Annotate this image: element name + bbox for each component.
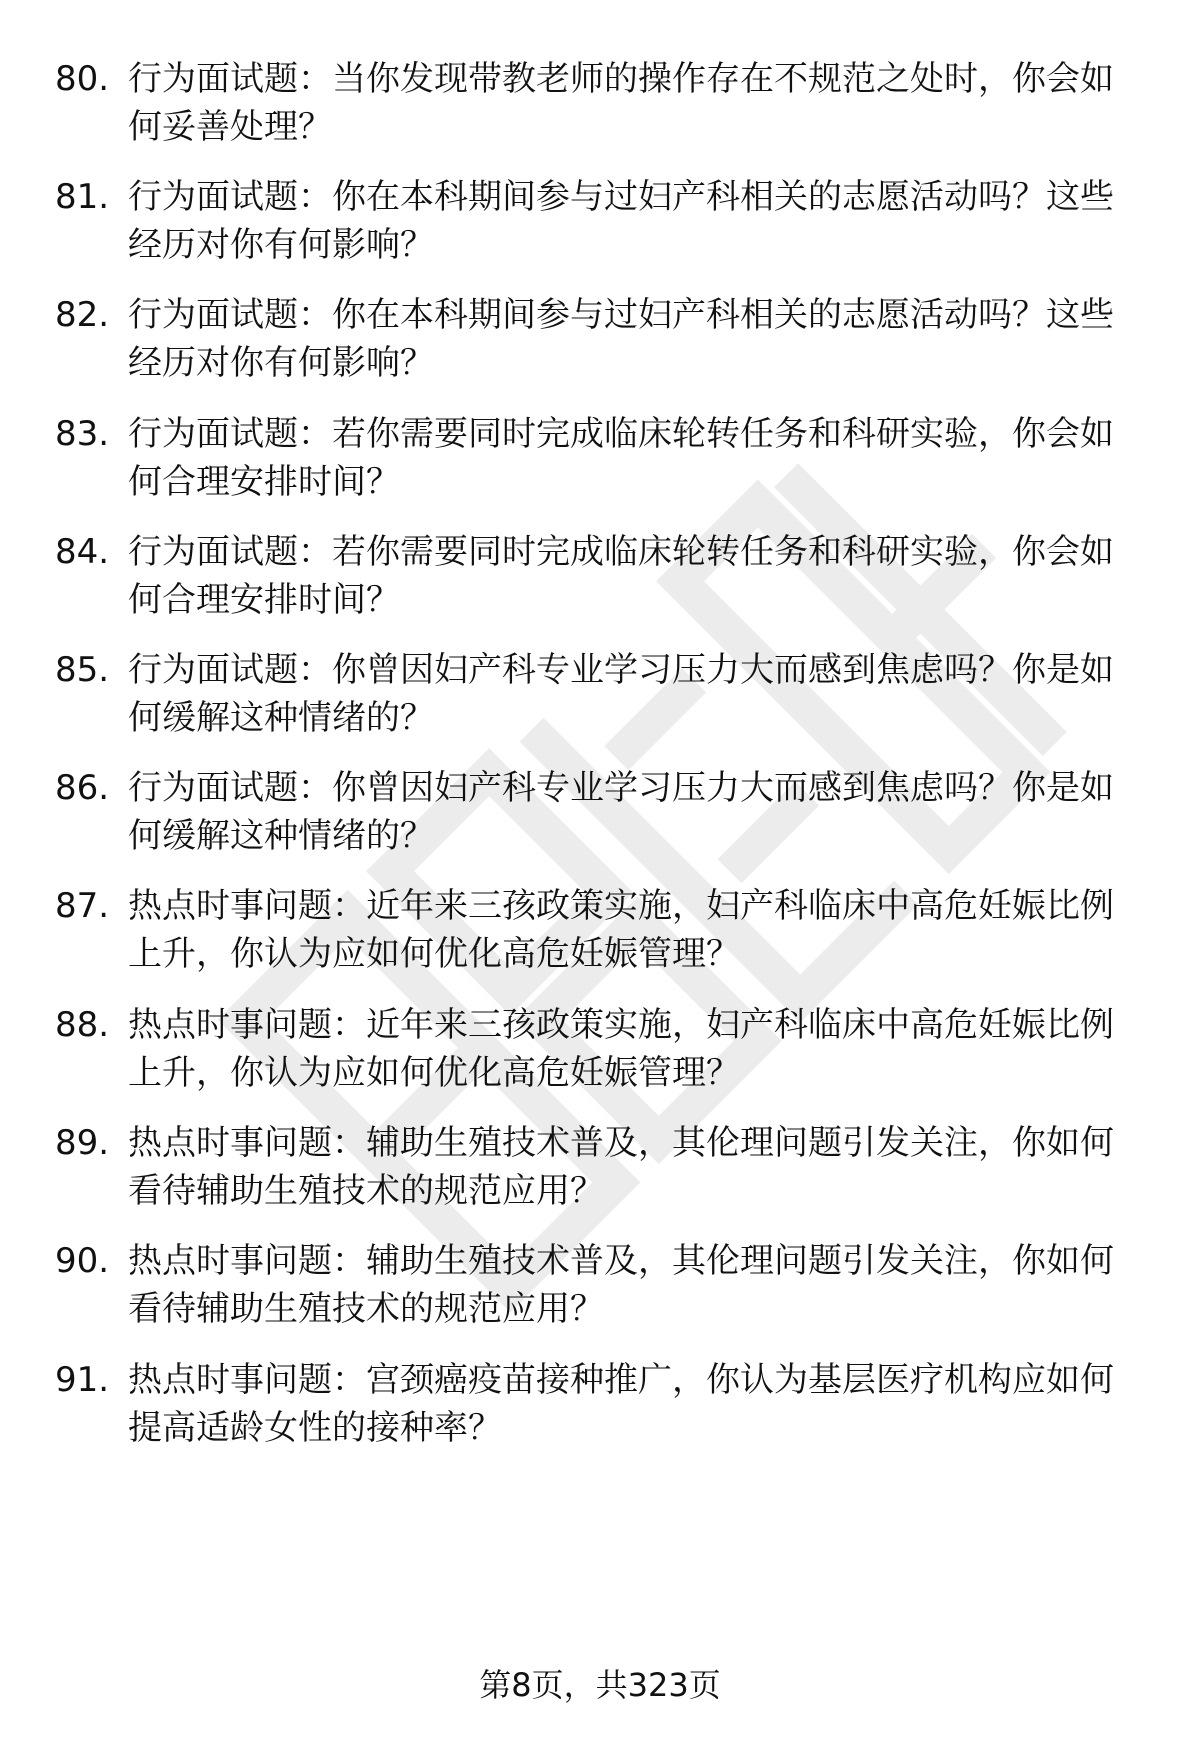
question-item (0, 410, 1200, 520)
page-footer: 第8页，共323页 (479, 1666, 721, 1704)
question-item (0, 646, 1200, 756)
question-number: 82. (55, 295, 110, 335)
question-number: 86. (55, 768, 110, 808)
question-number: 81. (55, 177, 110, 217)
question-text: 热点时事问题：近年来三孩政策实施，妇产科临床中高危妊娠比例上升，你认为应如何优化高危妊娠管理？ (128, 886, 1114, 974)
question-number: 83. (55, 414, 110, 454)
question-text: 行为面试题：若你需要同时完成临床轮转任务和科研实验，你会如何合理安排时间？ (128, 414, 1114, 502)
question-item (0, 1237, 1200, 1347)
question-text: 行为面试题：你曾因妇产科专业学习压力大而感到焦虑吗？你是如何缓解这种情绪的？ (128, 650, 1114, 738)
question-text: 行为面试题：你曾因妇产科专业学习压力大而感到焦虑吗？你是如何缓解这种情绪的？ (128, 768, 1114, 856)
question-text: 热点时事问题：宫颈癌疫苗接种推广，你认为基层医疗机构应如何提高适龄女性的接种率？ (128, 1360, 1114, 1448)
question-item (0, 764, 1200, 874)
question-text: 热点时事问题：辅助生殖技术普及，其伦理问题引发关注，你如何看待辅助生殖技术的规范应用？ (128, 1123, 1114, 1211)
question-item (0, 1119, 1200, 1229)
question-item (0, 291, 1200, 401)
question-text: 行为面试题：若你需要同时完成临床轮转任务和科研实验，你会如何合理安排时间？ (128, 532, 1114, 620)
question-number: 85. (55, 650, 110, 690)
question-item (0, 1001, 1200, 1111)
question-text: 热点时事问题：辅助生殖技术普及，其伦理问题引发关注，你如何看待辅助生殖技术的规范应用？ (128, 1241, 1114, 1329)
question-number: 90. (55, 1241, 110, 1281)
question-item (0, 55, 1200, 165)
question-item (0, 882, 1200, 992)
question-text: 行为面试题：你在本科期间参与过妇产科相关的志愿活动吗？这些经历对你有何影响？ (128, 177, 1114, 265)
question-text: 热点时事问题：近年来三孩政策实施，妇产科临床中高危妊娠比例上升，你认为应如何优化高危妊娠管理？ (128, 1005, 1114, 1093)
question-number: 84. (55, 532, 110, 572)
question-number: 91. (55, 1360, 110, 1400)
question-number: 80. (55, 59, 110, 99)
question-item (0, 173, 1200, 283)
question-item (0, 1356, 1200, 1466)
question-number: 87. (55, 886, 110, 926)
question-text: 行为面试题：当你发现带教老师的操作存在不规范之处时，你会如何妥善处理？ (128, 59, 1114, 147)
question-item (0, 528, 1200, 638)
question-number: 88. (55, 1005, 110, 1045)
question-text: 行为面试题：你在本科期间参与过妇产科相关的志愿活动吗？这些经历对你有何影响？ (128, 295, 1114, 383)
question-number: 89. (55, 1123, 110, 1163)
